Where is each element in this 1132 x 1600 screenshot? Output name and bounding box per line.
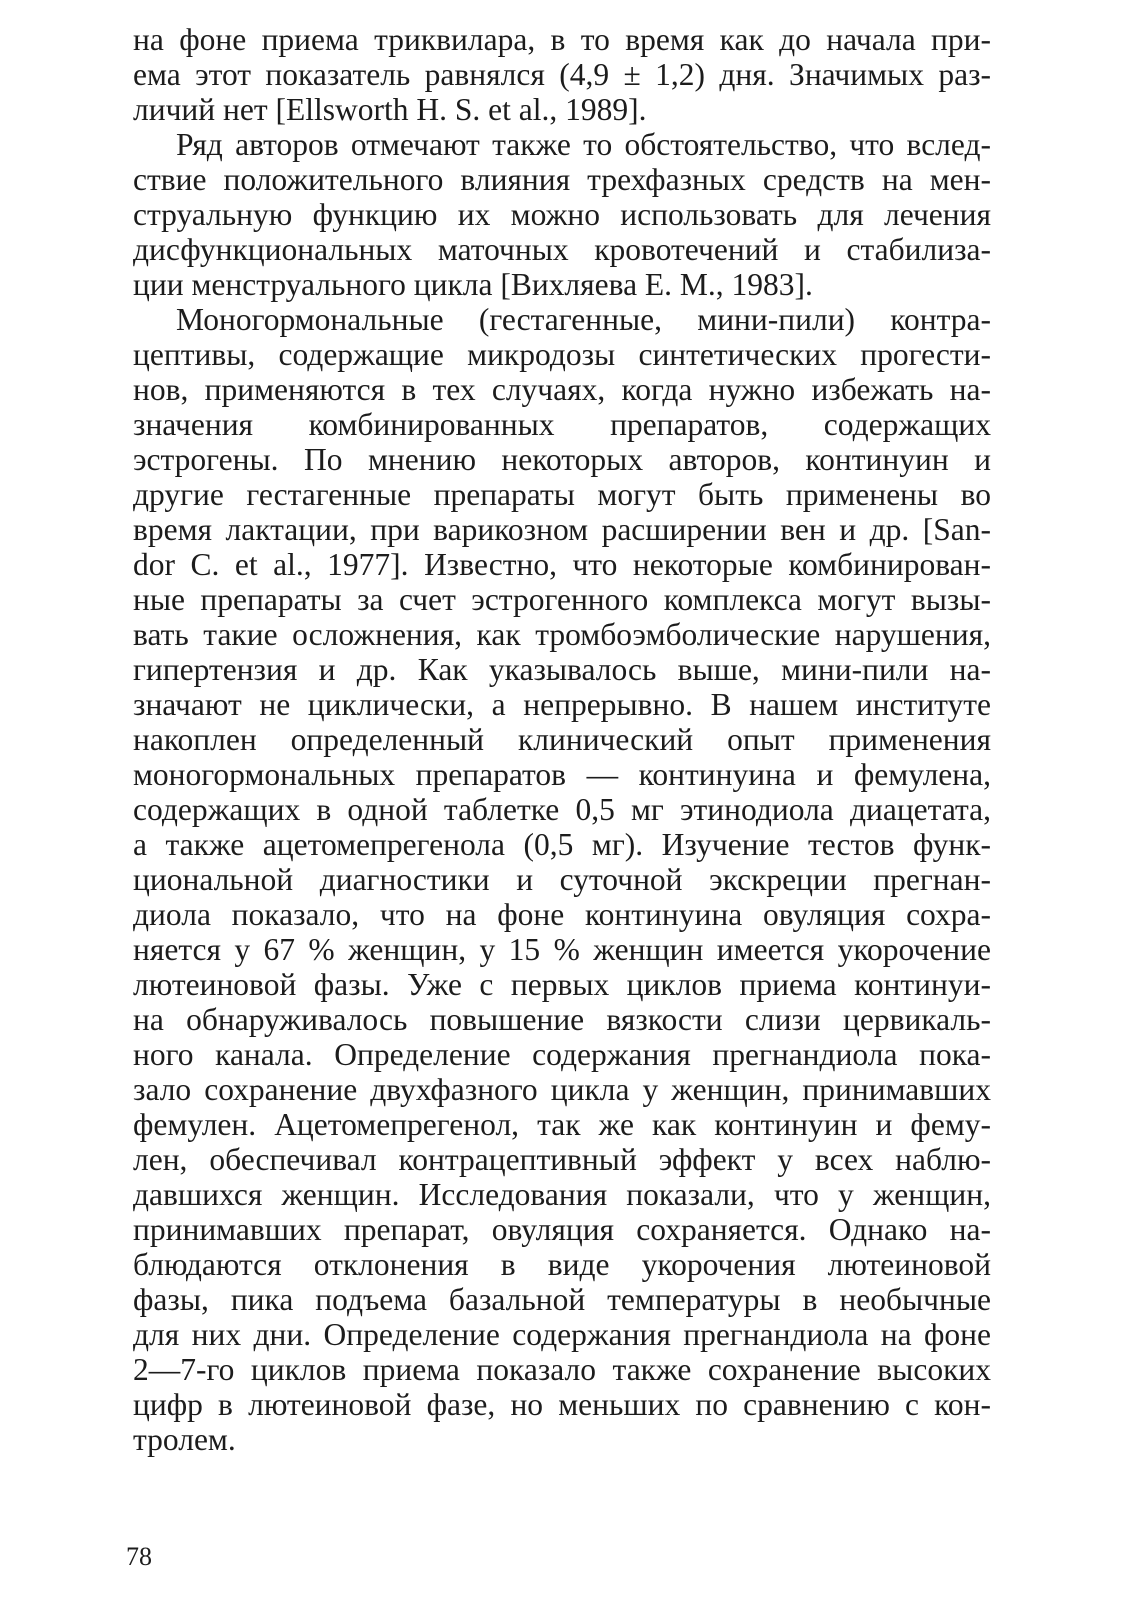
text-line: ции менструального цикла [Вихляева Е. М., 1983]. (133, 267, 813, 302)
text-line: а также ацетомепрегенола (0,5 мг). Изучение тестов функ- (133, 827, 991, 862)
text-line: значения комбинированных препаратов, содержащих (133, 407, 991, 442)
text-line: моногормональных препаратов — континуина и фемулена, (133, 757, 991, 792)
text-line: циональной диагностики и суточной экскреции прегнан- (133, 862, 991, 897)
text-line: цептивы, содержащие микродозы синтетических прогести- (133, 337, 991, 372)
page-number: 78 (126, 1542, 152, 1571)
text-line: время лактации, при варикозном расширении вен и др. [San- (133, 512, 991, 547)
page-body (133, 22, 991, 1457)
text-line: ного канала. Определение содержания прегнандиола пока- (133, 1037, 991, 1072)
text-line: значают не циклически, а непрерывно. В нашем институте (133, 687, 991, 722)
text-line: личий нет [Ellsworth H. S. et al., 1989]. (133, 92, 647, 127)
paragraph (133, 22, 991, 127)
text-line: ствие положительного влияния трехфазных средств на мен- (133, 162, 991, 197)
text-line: блюдаются отклонения в виде укорочения лютеиновой (133, 1247, 991, 1282)
paragraph (133, 127, 991, 302)
text-line: нов, применяются в тех случаях, когда нужно избежать на- (133, 372, 991, 407)
paragraph (133, 302, 991, 1457)
text-line: зало сохранение двухфазного цикла у женщин, принимавших (133, 1072, 991, 1107)
text-line: давшихся женщин. Исследования показали, что у женщин, (133, 1177, 991, 1212)
text-line: для них дни. Определение содержания прегнандиола на фоне (133, 1317, 991, 1352)
text-line: лютеиновой фазы. Уже с первых циклов приема континуи- (133, 967, 991, 1002)
text-line: ные препараты за счет эстрогенного комплекса могут вызы- (133, 582, 991, 617)
text-line: на обнаруживалось повышение вязкости слизи цервикаль- (133, 1002, 991, 1037)
text-line: тролем. (133, 1422, 236, 1457)
text-line: фазы, пика подъема базальной температуры в необычные (133, 1282, 991, 1317)
text-line: принимавших препарат, овуляция сохраняется. Однако на- (133, 1212, 991, 1247)
text-line: Ряд авторов отмечают также то обстоятельство, что вслед- (176, 127, 991, 162)
text-line: Моногормональные (гестагенные, мини-пили) контра- (176, 302, 991, 337)
text-line: другие гестагенные препараты могут быть применены во (133, 477, 991, 512)
text-line: 2—7-го циклов приема показало также сохранение высоких (133, 1352, 991, 1387)
text-line: гипертензия и др. Как указывалось выше, мини-пили на- (133, 652, 991, 687)
text-line: няется у 67 % женщин, у 15 % женщин имеется укорочение (133, 932, 991, 967)
text-line: вать такие осложнения, как тромбоэмболические нарушения, (133, 617, 991, 652)
text-line: эстрогены. По мнению некоторых авторов, континуин и (133, 442, 991, 477)
text-line: диола показало, что на фоне континуина овуляция сохра- (133, 897, 991, 932)
text-line: ема этот показатель равнялся (4,9 ± 1,2) дня. Значимых раз- (133, 57, 991, 92)
text-line: на фоне приема триквилара, в то время как до начала при- (133, 22, 991, 57)
text-line: цифр в лютеиновой фазе, но меньших по сравнению с кон- (133, 1387, 991, 1422)
text-line: накоплен определенный клинический опыт применения (133, 722, 991, 757)
text-line: фемулен. Ацетомепрегенол, так же как континуин и фему- (133, 1107, 991, 1142)
text-line: лен, обеспечивал контрацептивный эффект у всех наблю- (133, 1142, 991, 1177)
text-line: дисфункциональных маточных кровотечений и стабилиза- (133, 232, 991, 267)
text-line: содержащих в одной таблетке 0,5 мг этинодиола диацетата, (133, 792, 991, 827)
text-line: dor C. et al., 1977]. Известно, что некоторые комбинирован- (133, 547, 991, 582)
text-line: струальную функцию их можно использовать для лечения (133, 197, 991, 232)
